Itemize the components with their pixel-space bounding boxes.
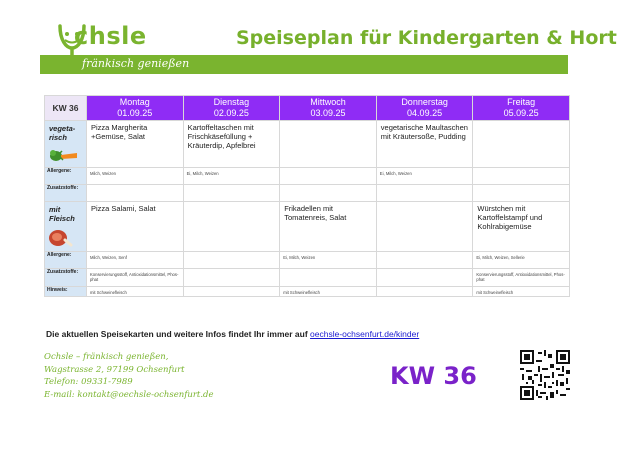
meat-allergens-friday: Ei, Milch, Weizen, Sellerie <box>473 252 570 269</box>
website-link[interactable]: oechsle-ochsenfurt.de/kinder <box>310 329 420 339</box>
meat-dish-monday: Pizza Salami, Salat <box>87 202 184 252</box>
contact-company: Ochsle – fränkisch genießen, <box>44 352 169 362</box>
info-text: Die aktuellen Speisekarten und weitere Infos findet Ihr immer auf <box>46 329 311 339</box>
day-header-thursday <box>376 96 473 121</box>
veg-allergens-friday <box>473 168 570 185</box>
day-name: Donnerstag <box>401 97 448 107</box>
veg-additives-friday <box>473 185 570 202</box>
additives-label: Zusatzstoffe: <box>45 185 87 202</box>
veg-allergens-thursday: Ei, Milch, Weizen <box>376 168 473 185</box>
veg-additives-tuesday <box>183 185 280 202</box>
meat-label <box>45 202 87 252</box>
day-date: 03.09.25 <box>310 108 346 118</box>
allergens-label: Allergene: <box>45 252 87 269</box>
meat-hint-monday: mit Schweinefleisch <box>87 287 184 297</box>
veg-allergens-monday: Milch, Weizen <box>87 168 184 185</box>
day-date: 05.09.25 <box>503 108 539 118</box>
day-header-monday <box>87 96 184 121</box>
brand-tagline: fränkisch genießen <box>82 57 190 70</box>
hint-label: Hinweis: <box>45 287 87 297</box>
additives-label: Zusatzstoffe: <box>45 269 87 287</box>
ham-icon <box>47 228 73 248</box>
veg-additives-monday <box>87 185 184 202</box>
meat-hint-row <box>45 287 570 297</box>
meat-hint-thursday <box>376 287 473 297</box>
day-name: Freitag <box>507 97 536 107</box>
contact-email[interactable]: E-mail: kontakt@oechsle-ochsenfurt.de <box>44 389 214 400</box>
meat-allergens-row <box>45 252 570 269</box>
meat-dish-wednesday: Frikadellen mit Tomatenreis, Salat <box>280 202 377 252</box>
veg-allergens-row <box>45 168 570 185</box>
meat-additives-friday: Konservierungsstoff, Antioxidationsmittel, Phos-phat <box>473 269 570 287</box>
contact-block <box>44 351 214 401</box>
meat-additives-monday: Konservierungsstoff, Antioxidationsmittel, Phos-phat <box>87 269 184 287</box>
qr-code-icon[interactable] <box>520 350 570 400</box>
info-line <box>46 329 419 339</box>
veg-additives-row <box>45 185 570 202</box>
vegetables-icon <box>47 146 79 164</box>
vegetarian-label-line2: risch <box>49 133 67 142</box>
veg-additives-thursday <box>376 185 473 202</box>
contact-phone: Telefon: 09331-7989 <box>44 377 133 387</box>
brand-name: chsle <box>74 22 147 50</box>
vegetarian-row <box>45 121 570 168</box>
meat-dish-friday: Würstchen mit Kartoffelstampf und Kohlrabigemüse <box>473 202 570 252</box>
vegetarian-label-line1: vegeta- <box>49 124 76 133</box>
page-title: Speiseplan für Kindergarten & Hort <box>236 27 617 49</box>
allergens-label: Allergene: <box>45 168 87 185</box>
vegetarian-label <box>45 121 87 168</box>
day-date: 02.09.25 <box>213 108 249 118</box>
meat-hint-wednesday: mit Schweinefleisch <box>280 287 377 297</box>
week-number-large: KW 36 <box>390 362 477 390</box>
day-name: Dienstag <box>213 97 250 107</box>
day-date: 04.09.25 <box>407 108 443 118</box>
veg-dish-tuesday: Kartoffeltaschen mit Frischkäsefüllung + Kräuterdip, Apfelbrei <box>183 121 280 168</box>
veg-allergens-tuesday: Ei, Milch, Weizen <box>183 168 280 185</box>
veg-dish-wednesday <box>280 121 377 168</box>
day-header-friday <box>473 96 570 121</box>
meat-label-line1: mit <box>49 205 61 214</box>
contact-address: Wagstrasse 2, 97199 Ochsenfurt <box>44 364 185 375</box>
meat-additives-thursday <box>376 269 473 287</box>
meat-dish-thursday <box>376 202 473 252</box>
meat-dish-tuesday <box>183 202 280 252</box>
meat-allergens-tuesday <box>183 252 280 269</box>
meat-additives-wednesday <box>280 269 377 287</box>
meat-hint-tuesday <box>183 287 280 297</box>
day-name: Mittwoch <box>310 97 346 107</box>
meat-hint-friday: mit Schweinefleisch <box>473 287 570 297</box>
meat-allergens-monday: Milch, Weizen, Senf <box>87 252 184 269</box>
meat-additives-row <box>45 269 570 287</box>
meat-additives-tuesday <box>183 269 280 287</box>
day-header-tuesday <box>183 96 280 121</box>
day-name: Montag <box>119 97 150 107</box>
week-cell: KW 36 <box>45 96 87 121</box>
day-date: 01.09.25 <box>117 108 153 118</box>
menu-table <box>44 95 570 297</box>
veg-dish-thursday: vegetarische Maultaschen mit Kräutersoße, Pudding <box>376 121 473 168</box>
veg-allergens-wednesday <box>280 168 377 185</box>
meat-allergens-thursday <box>376 252 473 269</box>
meat-row <box>45 202 570 252</box>
meat-allergens-wednesday: Ei, Milch, Weizen <box>280 252 377 269</box>
table-header-row <box>45 96 570 121</box>
day-header-wednesday <box>280 96 377 121</box>
meat-label-line2: Fleisch <box>49 214 75 223</box>
veg-dish-monday: Pizza Margherita +Gemüse, Salat <box>87 121 184 168</box>
veg-additives-wednesday <box>280 185 377 202</box>
veg-dish-friday <box>473 121 570 168</box>
